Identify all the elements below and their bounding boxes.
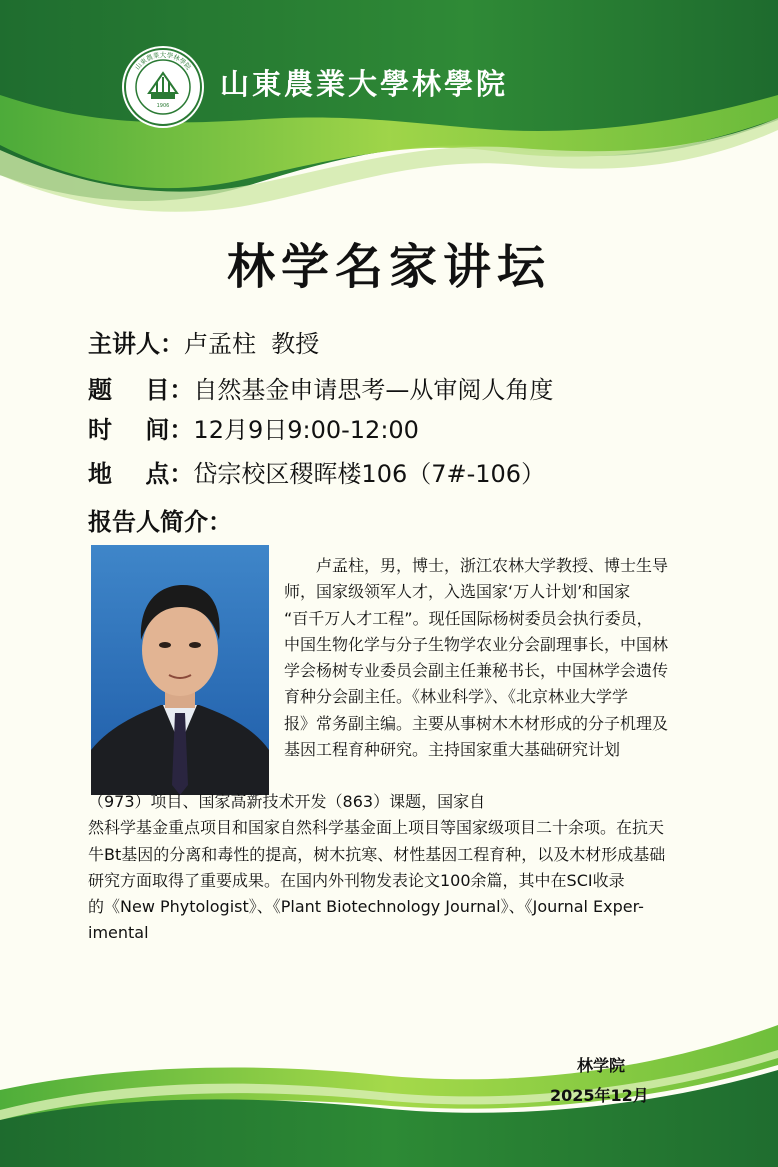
logo-text: 山東農業大學林學院 [133, 51, 193, 72]
bio-line: 基因工程育种研究。主持国家重大基础研究计划 [284, 740, 621, 760]
bio-line: 的《New Phytologist》、《Plant Biotechnology Journal》、《Journal Exper- [88, 897, 644, 917]
time-label: 时 间： [88, 416, 194, 444]
bio-line: 牛Bt基因的分离和毒性的提高，树木抗寒、材性基因工程育种，以及木材形成基础 [88, 844, 666, 864]
svg-text:1906: 1906 [156, 103, 170, 109]
bio-line: 师，国家级领军人才，入选国家‘万人计划’和国家 [284, 582, 631, 602]
intro-heading: 报告人简介： [88, 508, 232, 536]
bio-line: imental [88, 923, 149, 943]
speaker-value: 卢孟柱 教授 [184, 330, 320, 358]
bio-line: （973）项目、国家高新技术开发（863）课题，国家自 [88, 792, 486, 811]
bio-text-beside-photo [284, 553, 688, 763]
topic-row [88, 370, 553, 405]
bio-line: 报》常务副主编。主要从事树木木材形成的分子机理及 [284, 713, 669, 733]
bio-text-full-width [88, 789, 688, 947]
page-title: 林学名家讲坛 [226, 239, 551, 295]
bio-line: 育种分会副主任。《林业科学》、《北京林业大学学 [284, 687, 629, 707]
topic-label: 题 目： [88, 376, 194, 404]
bio-line: 中国生物化学与分子生物学农业分会副理事长，中国林 [284, 634, 669, 654]
organizer: 林学院 [577, 1056, 626, 1075]
place-row [88, 454, 545, 489]
event-date: 2025年12月 [550, 1086, 649, 1105]
place-label: 地 点： [88, 460, 194, 488]
bio-line: 研究方面取得了重要成果。在国内外刊物发表论文100余篇，其中在SCI收录 [88, 870, 625, 890]
school-name: 山東農業大學林學院 [220, 67, 509, 101]
bio-line: 卢孟柱，男，博士，浙江农林大学教授、博士生导 [284, 556, 669, 575]
topic-value: 自然基金申请思考—从审阅人角度 [193, 376, 554, 404]
bio-line: 然科学基金重点项目和国家自然科学基金面上项目等国家级项目二十余项。在抗天 [88, 818, 665, 838]
speaker-label: 主讲人： [88, 330, 184, 358]
bio-line: 学会杨树专业委员会副主任兼秘书长，中国林学会遗传 [284, 661, 669, 681]
school-logo [121, 45, 205, 129]
bio-line: “百千万人才工程”。现任国际杨树委员会执行委员， [284, 608, 653, 628]
place-value: 岱宗校区稷晖楼106（7#-106） [193, 460, 546, 488]
speaker-photo [91, 545, 269, 795]
time-row [88, 410, 419, 445]
speaker-row [88, 324, 319, 359]
time-value: 12月9日9:00-12:00 [193, 416, 419, 444]
